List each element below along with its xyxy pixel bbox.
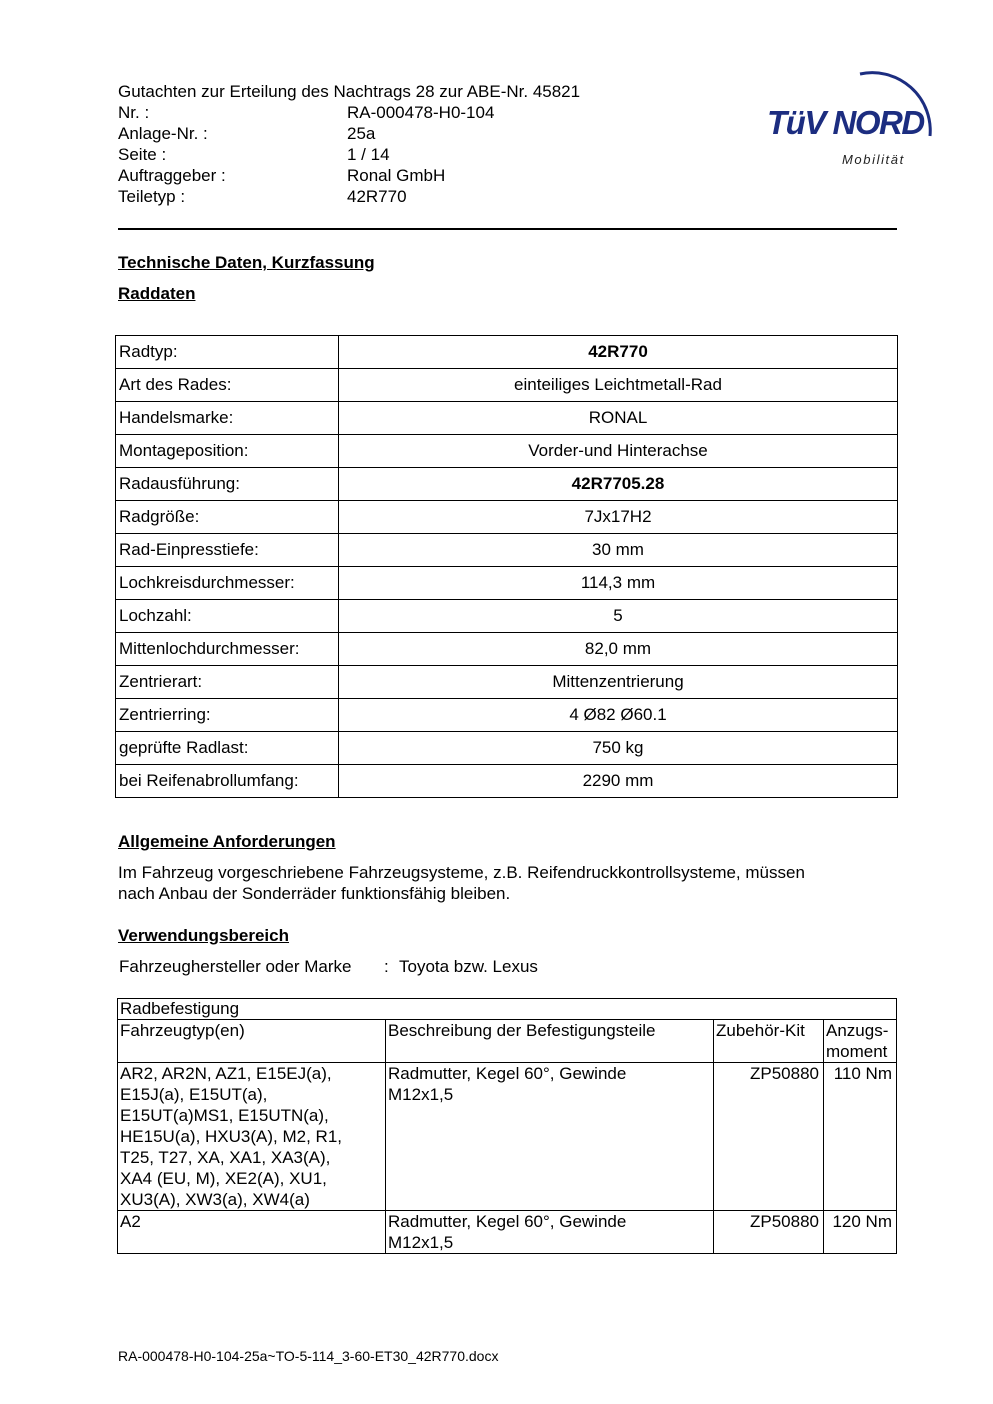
raddaten-value: Vorder-und Hinterachse (339, 435, 898, 468)
tuev-nord-logo: TüV NORD (767, 104, 924, 141)
beschreibung-cell (386, 1063, 714, 1211)
raddaten-value: Mittenzentrierung (339, 666, 898, 699)
fahrzeugtyp-line: XU3(A), XW3(a), XW4(a) (120, 1190, 310, 1209)
beschreibung-line: Radmutter, Kegel 60°, Gewinde (388, 1064, 627, 1083)
raddaten-table (115, 335, 898, 798)
raddaten-label: Rad-Einpresstiefe: (116, 534, 339, 567)
raddaten-label: Lochkreisdurchmesser: (116, 567, 339, 600)
raddaten-label: Mittenlochdurchmesser: (116, 633, 339, 666)
header-anzugsmoment-line: moment (826, 1042, 888, 1061)
raddaten-label: Radgröße: (116, 501, 339, 534)
raddaten-row (116, 699, 898, 732)
footer-filename: RA-000478-H0-104-25a~TO-5-114_3-60-ET30_42R770.docx (118, 1348, 499, 1364)
befestigung-row (118, 1063, 897, 1211)
fahrzeughersteller-colon: : (384, 957, 389, 976)
raddaten-label: Montageposition: (116, 435, 339, 468)
header-anzugsmoment-line: Anzugs- (826, 1021, 889, 1040)
raddaten-row (116, 402, 898, 435)
fahrzeugtyp-line: A2 (120, 1212, 141, 1231)
header-value: 25a (347, 124, 376, 143)
fahrzeugtyp-line: E15J(a), E15UT(a), (120, 1085, 268, 1104)
radbefestigung-table (117, 998, 897, 1254)
raddaten-label: Art des Rades: (116, 369, 339, 402)
raddaten-value: 750 kg (339, 732, 898, 765)
anzugsmoment-cell: 110 Nm (824, 1063, 897, 1211)
raddaten-row (116, 567, 898, 600)
anzugsmoment-cell: 120 Nm (824, 1211, 897, 1254)
beschreibung-line: M12x1,5 (388, 1085, 454, 1104)
raddaten-heading: Raddaten (118, 284, 196, 303)
header-divider (118, 228, 897, 230)
anforderungen-text-line: Im Fahrzeug vorgeschriebene Fahrzeugsysteme, z.B. Reifendruckkontrollsysteme, müssen (118, 863, 805, 882)
raddaten-row (116, 732, 898, 765)
fahrzeugtyp-line: AR2, AR2N, AZ1, E15EJ(a), (120, 1064, 332, 1083)
fahrzeugtypen-cell (118, 1063, 386, 1211)
raddaten-row (116, 633, 898, 666)
header-label: Nr. : (118, 103, 150, 122)
raddaten-value: 30 mm (339, 534, 898, 567)
zubehoer-kit-cell: ZP50880 (714, 1211, 824, 1254)
raddaten-value: 42R770 (339, 336, 898, 369)
raddaten-value: 4 Ø82 Ø60.1 (339, 699, 898, 732)
section-title: Technische Daten, Kurzfassung (118, 253, 375, 272)
fahrzeugtypen-cell (118, 1211, 386, 1254)
raddaten-value: RONAL (339, 402, 898, 435)
header-label: Auftraggeber : (118, 166, 226, 185)
header-fahrzeugtyp: Fahrzeugtyp(en) (118, 1020, 386, 1063)
raddaten-label: Handelsmarke: (116, 402, 339, 435)
header-value: 1 / 14 (347, 145, 390, 164)
fahrzeughersteller-label: Fahrzeughersteller oder Marke (119, 957, 352, 976)
fahrzeugtyp-line: E15UT(a)MS1, E15UTN(a), (120, 1106, 329, 1125)
fahrzeugtyp-line: HE15U(a), HXU3(A), M2, R1, (120, 1127, 342, 1146)
raddaten-value: 2290 mm (339, 765, 898, 798)
header-label: Teiletyp : (118, 187, 186, 206)
raddaten-row (116, 468, 898, 501)
raddaten-label: bei Reifenabrollumfang: (116, 765, 339, 798)
raddaten-value: 42R7705.28 (339, 468, 898, 501)
raddaten-value: einteiliges Leichtmetall-Rad (339, 369, 898, 402)
fahrzeugtyp-line: XA4 (EU, M), XE2(A), XU1, (120, 1169, 327, 1188)
anforderungen-text-line: nach Anbau der Sonderräder funktionsfähig bleiben. (118, 884, 511, 903)
raddaten-row (116, 369, 898, 402)
header-label: Anlage-Nr. : (118, 124, 208, 143)
header-anzugsmoment (824, 1020, 897, 1063)
document-title: Gutachten zur Erteilung des Nachtrags 28 zur ABE-Nr. 45821 (118, 82, 581, 101)
beschreibung-cell (386, 1211, 714, 1254)
header-zubehoer-kit: Zubehör-Kit (714, 1020, 824, 1063)
raddaten-row (116, 501, 898, 534)
header-label: Seite : (118, 145, 167, 164)
raddaten-label: geprüfte Radlast: (116, 732, 339, 765)
header-value: 42R770 (347, 187, 407, 206)
raddaten-row (116, 600, 898, 633)
beschreibung-line: M12x1,5 (388, 1233, 454, 1252)
header-beschreibung: Beschreibung der Befestigungsteile (386, 1020, 714, 1063)
beschreibung-line: Radmutter, Kegel 60°, Gewinde (388, 1212, 627, 1231)
raddaten-value: 114,3 mm (339, 567, 898, 600)
raddaten-label: Lochzahl: (116, 600, 339, 633)
raddaten-row (116, 435, 898, 468)
raddaten-row (116, 534, 898, 567)
anforderungen-heading: Allgemeine Anforderungen (118, 832, 336, 851)
raddaten-label: Zentrierart: (116, 666, 339, 699)
raddaten-row (116, 336, 898, 369)
fahrzeughersteller-value: Toyota bzw. Lexus (399, 957, 538, 976)
header-value: RA-000478-H0-104 (347, 103, 495, 122)
fahrzeugtyp-line: T25, T27, XA, XA1, XA3(A), (120, 1148, 331, 1167)
radbefestigung-title: Radbefestigung (118, 999, 897, 1020)
raddaten-value: 82,0 mm (339, 633, 898, 666)
raddaten-label: Radausführung: (116, 468, 339, 501)
zubehoer-kit-cell: ZP50880 (714, 1063, 824, 1211)
raddaten-label: Zentrierring: (116, 699, 339, 732)
befestigung-row (118, 1211, 897, 1254)
raddaten-value: 5 (339, 600, 898, 633)
verwendungsbereich-heading: Verwendungsbereich (118, 926, 289, 945)
raddaten-value: 7Jx17H2 (339, 501, 898, 534)
header-value: Ronal GmbH (347, 166, 446, 185)
raddaten-row (116, 765, 898, 798)
logo-subtitle: Mobilität (842, 152, 905, 167)
raddaten-row (116, 666, 898, 699)
raddaten-label: Radtyp: (116, 336, 339, 369)
